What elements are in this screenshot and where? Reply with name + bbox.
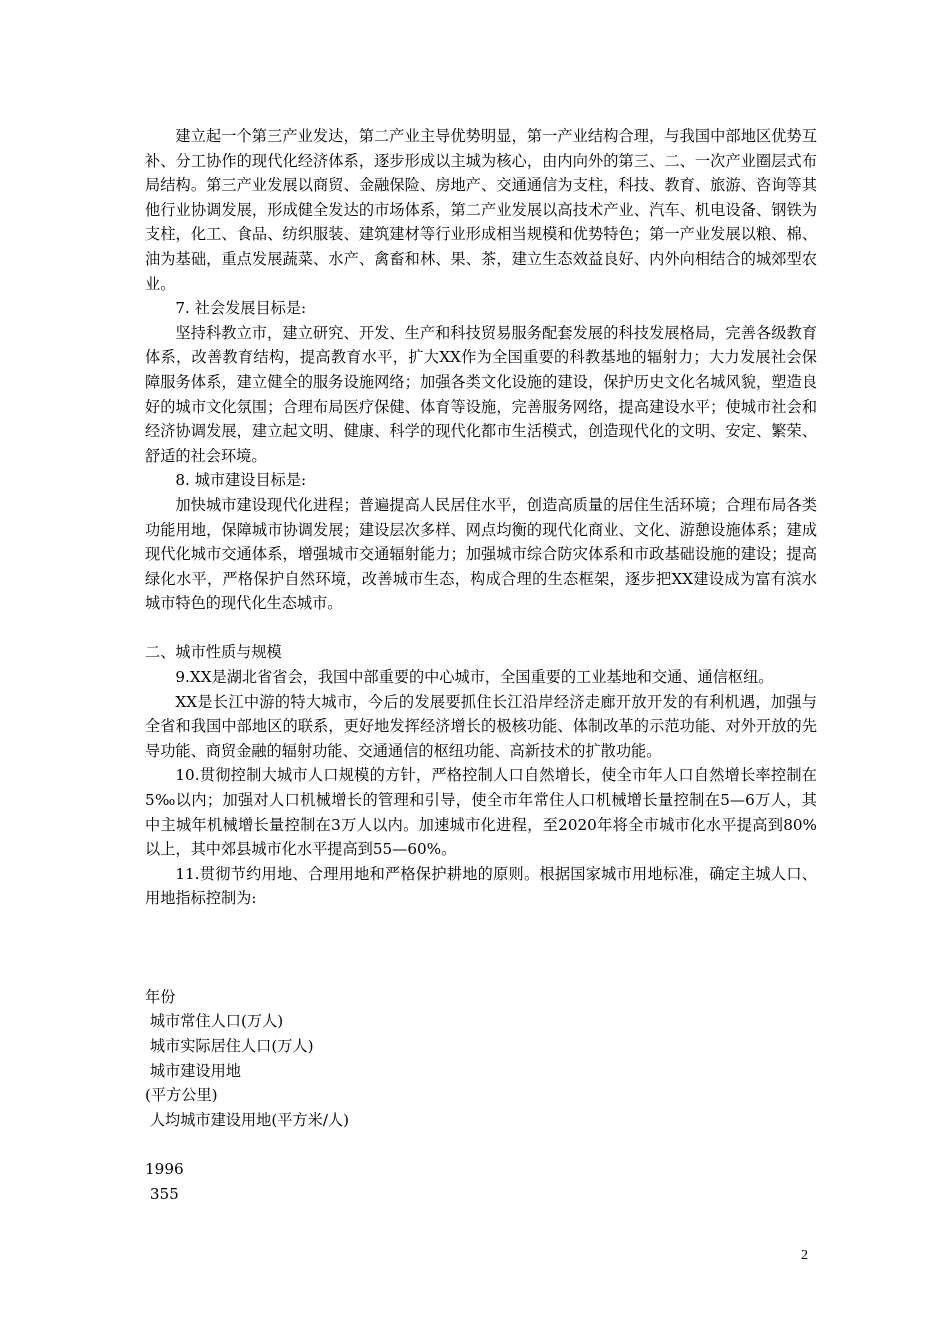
item-8-heading: 8. 城市建设目标是: [175, 471, 307, 490]
item-7-heading: 7. 社会发展目标是: [175, 299, 307, 318]
document-page [145, 124, 817, 1206]
paragraph-item-9: 9.XX是湖北省省会，我国中部重要的中心城市，全国重要的工业基地和交通、通信枢纽。 [175, 668, 774, 687]
paragraph-item-10: 10.贯彻控制大城市人口规模的方针，严格控制人口自然增长，使全市年人口自然增长率控制在5‰以内；加强对人口机械增长的管理和引导，使全市年常住人口机械增长量控制在5—6万人，其中主城年机械增长量控制在3万人以内。加速城市化进程，至2020年将全市城市化水平提高到80%以上，其中郊县城市化水平提高到55—60%。 [145, 766, 817, 859]
table-header-year: 年份 [145, 987, 176, 1006]
table-header-per-capita-land: 人均城市建设用地(平方米/人) [145, 1110, 350, 1129]
table-cell-year: 1996 [145, 1159, 184, 1178]
section-heading: 二、城市性质与规模 [145, 643, 282, 662]
table-header-construction-land: 城市建设用地 [145, 1061, 241, 1080]
table-header-land-unit: (平方公里) [145, 1086, 218, 1105]
spacer [145, 1132, 817, 1157]
paragraph-social-goals: 坚持科教立市，建立研究、开发、生产和科技贸易服务配套发展的科技发展格局，完善各级教育体系，改善教育结构，提高教育水平，扩大XX作为全国重要的科教基地的辐射力；大力发展社会保障服务体系，建立健全的服务设施网络；加强各类文化设施的建设，保护历史文化名城风貌，塑造良好的城市文化氛围；合理布局医疗保健、体育等设施，完善服务网络，提高建设水平；使城市社会和经济协调发展，建立起文明、健康、科学的现代化都市生活模式，创造现代化的文明、安定、繁荣、舒适的社会环境。 [145, 323, 817, 465]
paragraph-city-role: XX是长江中游的特大城市，今后的发展要抓住长江沿岸经济走廊开放开发的有利机遇，加强与全省和我国中部地区的联系，更好地发挥经济增长的极核功能、体制改革的示范功能、对外开放的先导功能、商贸金融的辐射功能、交通通信的枢纽功能、高新技术的扩散功能。 [145, 692, 817, 760]
table-header-actual-population: 城市实际居住人口(万人) [145, 1036, 314, 1055]
paragraph-item-11: 11.贯彻节约用地、合理用地和严格保护耕地的原则。根据国家城市用地标准，确定主城人口、用地指标控制为: [145, 864, 817, 908]
table-cell-resident-population: 355 [145, 1184, 179, 1203]
paragraph-construction-goals: 加快城市建设现代化进程；普遍提高人民居住水平，创造高质量的居住生活环境；合理布局各类功能用地，保障城市协调发展；建设层次多样、网点均衡的现代化商业、文化、游憩设施体系；建成现代化城市交通体系，增强城市交通辐射能力；加强城市综合防灾体系和市政基础设施的建设；提高绿化水平，严格保护自然环境，改善城市生态，构成合理的生态框架，逐步把XX建设成为富有滨水城市特色的现代化生态城市。 [145, 495, 817, 613]
page-number: 2 [801, 1248, 808, 1263]
paragraph-economic-structure: 建立起一个第三产业发达，第二产业主导优势明显，第一产业结构合理，与我国中部地区优势互补、分工协作的现代化经济体系，逐步形成以主城为核心，由内向外的第三、二、一次产业圈层式布局结构。第三产业发展以商贸、金融保险、房地产、交通通信为支柱，科技、教育、旅游、咨询等其他行业协调发展，形成健全发达的市场体系，第二产业发展以高技术产业、汽车、机电设备、钢铁为支柱，化工、食品、纺织服装、建筑建材等行业形成相当规模和优势特色；第一产业发展以粮、棉、油为基础，重点发展蔬菜、水产、禽畜和林、果、茶，建立生态效益良好、内外向相结合的城郊型农业。 [145, 127, 817, 293]
table-fragment [145, 985, 817, 1206]
spacer [145, 911, 817, 985]
spacer [145, 616, 817, 641]
table-header-resident-population: 城市常住人口(万人) [145, 1012, 284, 1031]
